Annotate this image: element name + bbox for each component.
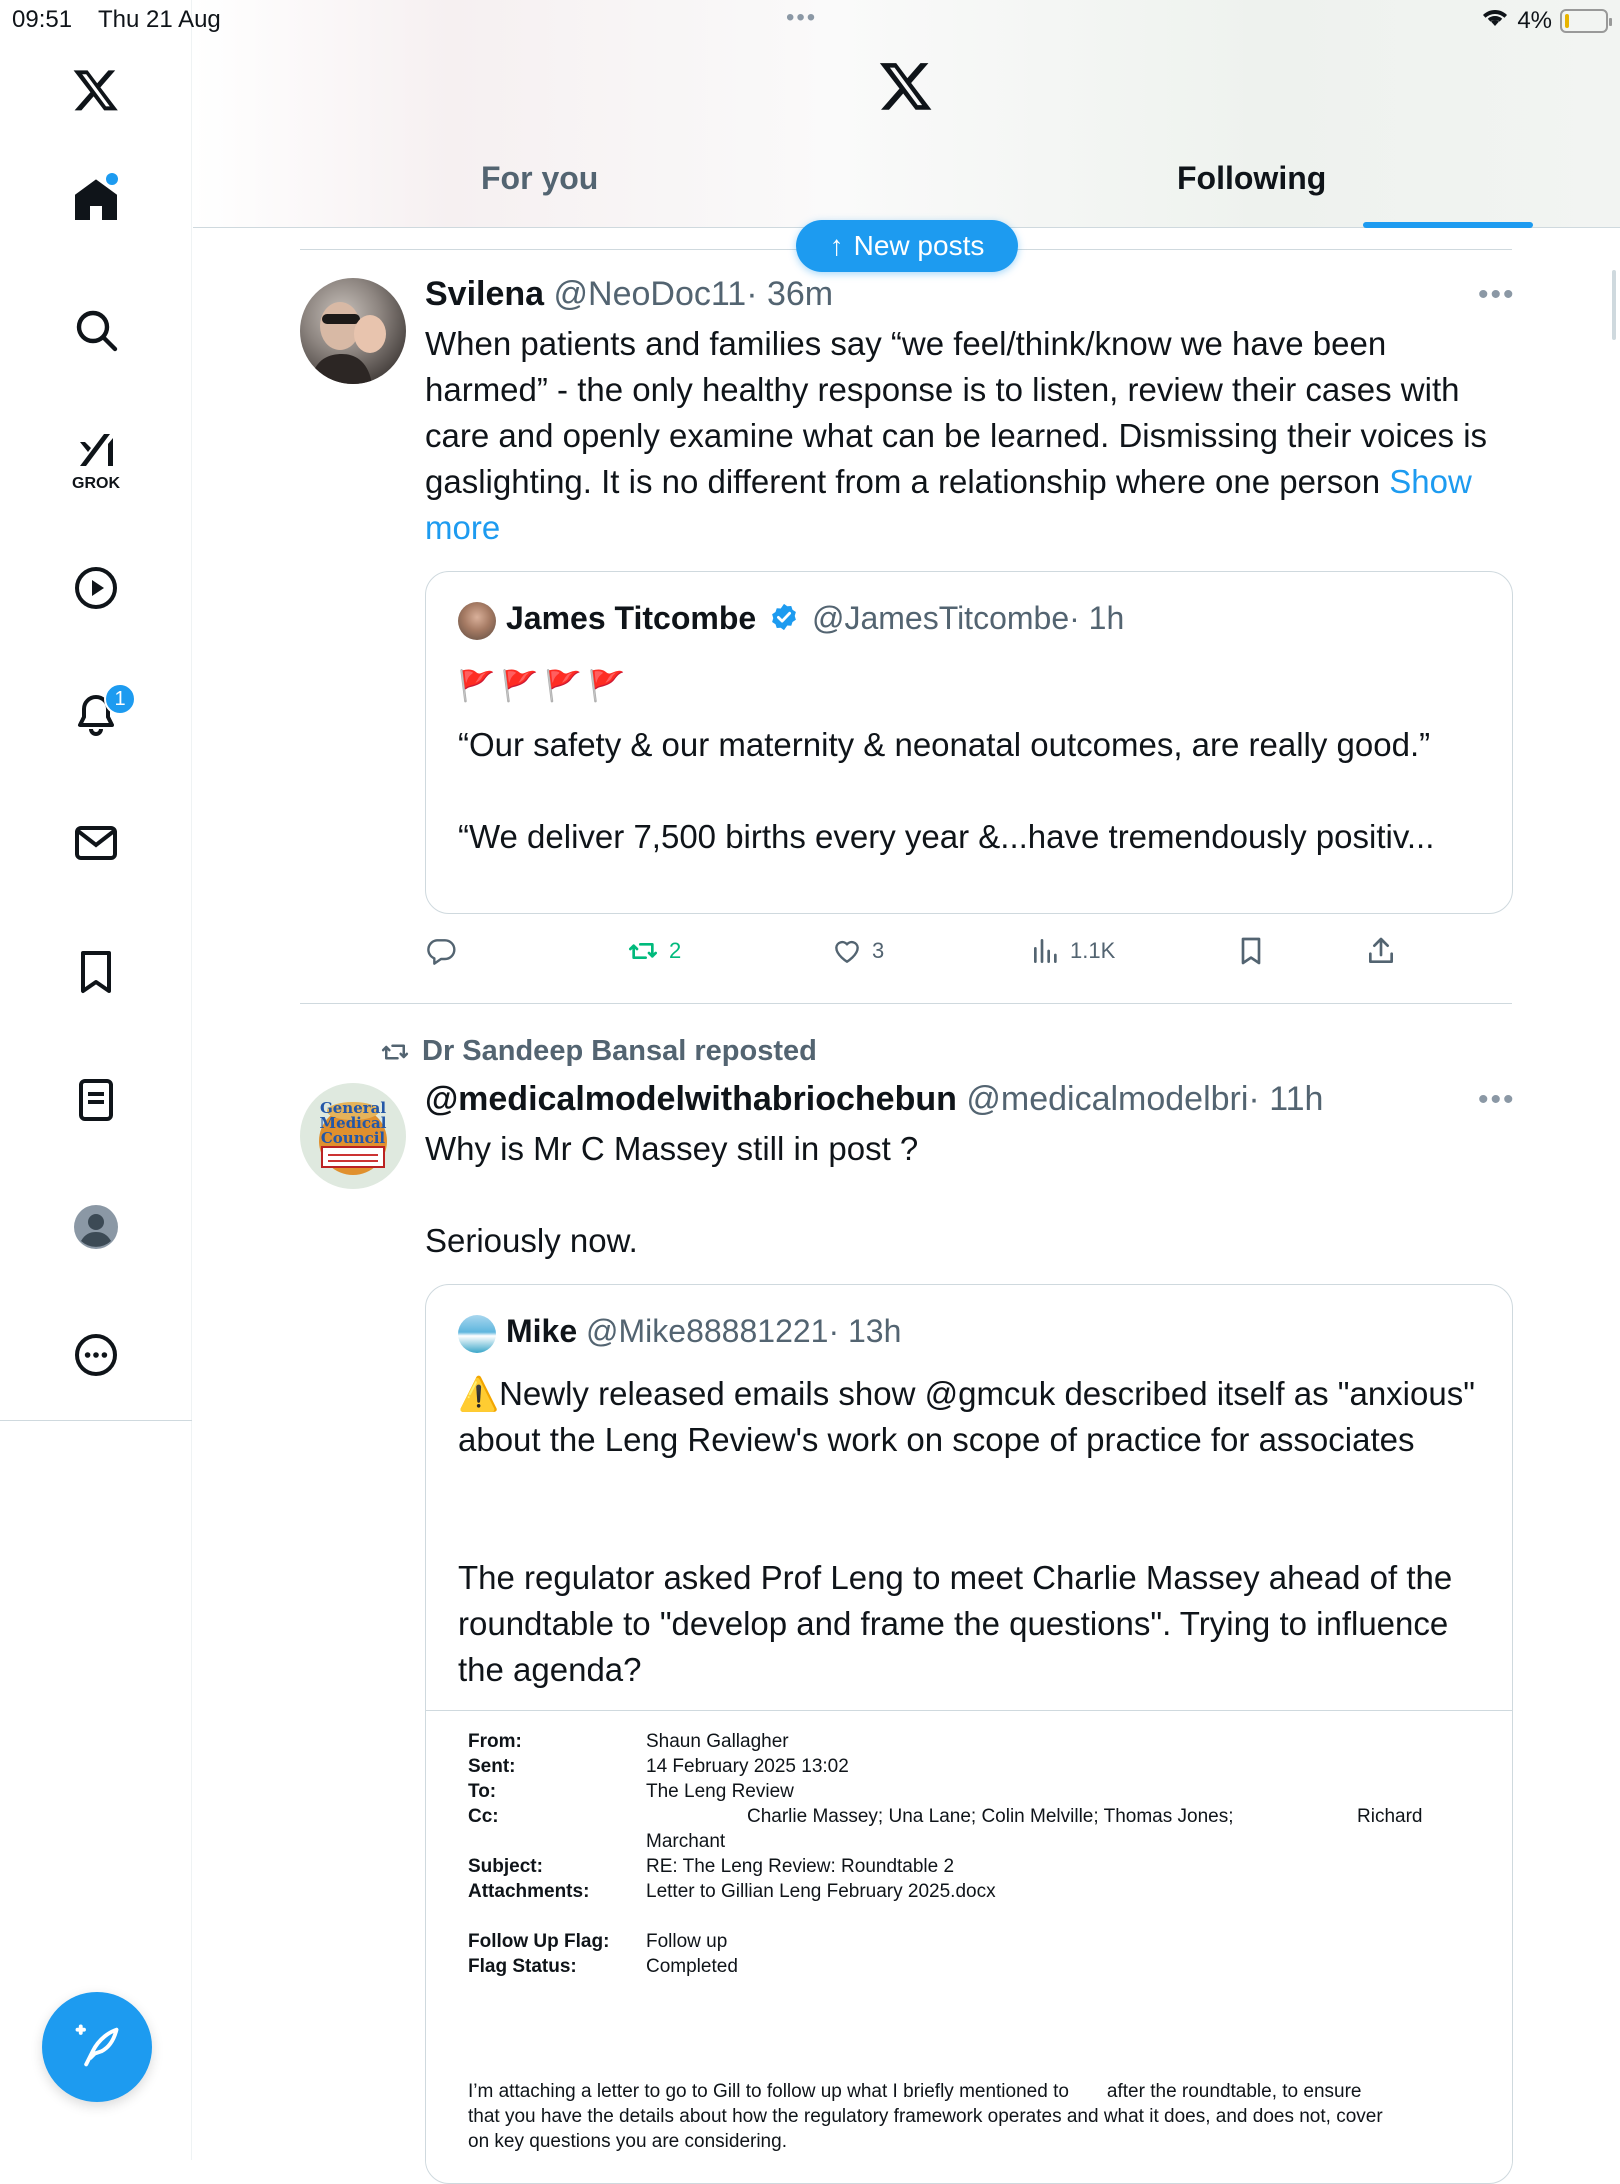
quote-line-2: “We deliver 7,500 births every year &...have tremendously positiv... — [458, 818, 1435, 855]
reply-button[interactable] — [425, 935, 465, 967]
tweet-text-content: When patients and families say “we feel/think/know we have been harmed” - the only healthy response is to listen, review their cases with care and openly examine what can be learned. Dismissing their voices is gaslighting. It is no different from a relationship where one person — [425, 325, 1488, 500]
email-subject-key: Subject: — [468, 1856, 543, 1877]
email-body-1a: I’m attaching a letter to go to Gill to follow up what I briefly mentioned to — [468, 2081, 1069, 2102]
tweet-divider — [300, 1003, 1512, 1004]
email-attachments-key: Attachments: — [468, 1881, 590, 1902]
profile-avatar-icon[interactable] — [56, 1187, 136, 1267]
status-right — [1481, 6, 1608, 35]
bookmarks-icon[interactable] — [56, 932, 136, 1012]
retweet-count: 2 — [669, 938, 682, 963]
multitasking-dots[interactable]: ••• — [786, 4, 818, 31]
new-posts-label: New posts — [853, 230, 985, 261]
reposted-by-label[interactable]: Dr Sandeep Bansal reposted — [422, 1035, 817, 1067]
verified-badge-icon — [769, 602, 799, 640]
email-cc-key: Cc: — [468, 1806, 499, 1827]
like-button[interactable] — [830, 935, 884, 967]
email-from-key: From: — [468, 1731, 522, 1752]
email-cc-value-2: Richard — [1357, 1806, 1423, 1827]
more-icon[interactable]: ••• — [1478, 278, 1516, 311]
quote-time: · 13h — [828, 1313, 902, 1349]
email-subject-value: RE: The Leng Review: Roundtable 2 — [646, 1856, 955, 1877]
quote-header — [506, 600, 1124, 640]
email-body-line-1 — [468, 2079, 1361, 2104]
quote-author-name: James Titcombe — [506, 600, 757, 636]
wifi-icon — [1481, 6, 1509, 35]
email-body-1b: after the roundtable, to ensure — [1106, 2081, 1362, 2102]
quote-paragraph-2: The regulator asked Prof Leng to meet Charlie Massey ahead of the roundtable to "develop and frame the questions". Trying to influence the agenda? — [458, 1559, 1453, 1688]
email-from-value: Shaun Gallagher — [646, 1731, 789, 1752]
quote-author-handle: @Mike88881221 — [586, 1313, 829, 1349]
views-icon — [1030, 935, 1062, 967]
bookmark-button[interactable] — [1235, 935, 1267, 967]
email-cc-value-3: Marchant — [646, 1831, 726, 1852]
quoted-tweet[interactable] — [425, 1284, 1513, 2184]
email-sent-value: 14 February 2025 13:02 — [646, 1756, 849, 1777]
views-button[interactable] — [1030, 935, 1115, 967]
quote-author-name: Mike — [506, 1313, 578, 1349]
email-cc-value: Charlie Massey; Una Lane; Colin Melville; Thomas Jones; — [747, 1806, 1234, 1827]
quote-time: · 1h — [1069, 600, 1125, 636]
battery-percent: 4% — [1517, 6, 1552, 34]
tweet-actions — [425, 935, 1425, 975]
reply-icon — [425, 935, 457, 967]
video-icon[interactable] — [56, 548, 136, 628]
quoted-tweet[interactable] — [425, 571, 1513, 914]
status-date: Thu 21 Aug — [98, 6, 221, 33]
quote-line-1: “Our safety & our maternity & neonatal outcomes, are really good.” — [458, 726, 1431, 763]
compose-button[interactable] — [42, 1992, 152, 2102]
show-more-link[interactable]: Show more — [425, 463, 1472, 546]
new-posts-button[interactable] — [796, 220, 1018, 272]
quote-flags: 🚩🚩🚩🚩 — [458, 670, 632, 703]
search-icon[interactable] — [56, 290, 136, 370]
home-icon[interactable] — [56, 160, 136, 240]
email-status-value: Completed — [646, 1956, 738, 1977]
grok-label: GROK — [72, 475, 120, 492]
email-flag-value: Follow up — [646, 1931, 728, 1952]
arrow-up-icon: ↑ — [829, 230, 844, 261]
compose-feather-icon — [71, 2021, 123, 2073]
avatar-gmc-text: General Medical Council — [319, 1099, 387, 1147]
email-sent-key: Sent: — [468, 1756, 516, 1777]
tweet-text-line-2: Seriously now. — [425, 1222, 638, 1259]
x-logo-icon[interactable] — [56, 50, 136, 130]
more-options-icon[interactable] — [56, 1315, 136, 1395]
author-name[interactable]: Svilena — [425, 275, 545, 313]
repost-icon — [378, 1037, 412, 1067]
author-name[interactable]: @medicalmodelwithabriochebun — [425, 1080, 957, 1118]
email-flag-key: Follow Up Flag: — [468, 1931, 610, 1952]
quote-author-handle: @JamesTitcombe — [811, 600, 1070, 636]
email-body-line-3: on key questions you are considering. — [468, 2131, 787, 2152]
battery-icon — [1560, 9, 1608, 33]
repost-context — [378, 1035, 817, 1068]
author-handle[interactable]: @medicalmodelbri — [966, 1080, 1249, 1118]
views-count: 1.1K — [1070, 938, 1116, 963]
notifications-badge: 1 — [104, 683, 136, 715]
quote-paragraph-1: ⚠️Newly released emails show @gmcuk described itself as "anxious" about the Leng Review's work on scope of practice for associates — [458, 1375, 1475, 1458]
email-attachments-value: Letter to Gillian Leng February 2025.docx — [646, 1881, 996, 1902]
email-body-line-2: that you have the details about how the regulatory framework operates and what it does, and does not, cover — [468, 2106, 1383, 2127]
share-icon — [1365, 935, 1397, 967]
tweet-text — [425, 321, 1515, 551]
quote-avatar — [458, 602, 496, 640]
lists-icon[interactable] — [56, 1060, 136, 1140]
heart-icon — [830, 935, 864, 967]
tweet-header — [425, 275, 833, 314]
tweet-text-line-1: Why is Mr C Massey still in post ? — [425, 1130, 919, 1167]
more-icon[interactable]: ••• — [1478, 1083, 1516, 1116]
email-status-key: Flag Status: — [468, 1956, 577, 1977]
avatar[interactable] — [300, 1083, 406, 1189]
active-tab-indicator — [1363, 222, 1533, 228]
author-handle[interactable]: @NeoDoc11 — [553, 275, 747, 313]
quote-header — [506, 1313, 901, 1350]
header-x-logo-icon — [878, 58, 934, 124]
sidebar — [0, 0, 192, 2160]
like-count: 3 — [872, 938, 885, 963]
retweet-icon — [625, 935, 661, 967]
email-to-key: To: — [468, 1781, 497, 1802]
tweet-time: · 36m — [746, 275, 834, 313]
messages-icon[interactable] — [56, 803, 136, 883]
quote-avatar — [458, 1315, 496, 1353]
status-time: 09:51 — [12, 6, 73, 33]
retweet-button[interactable] — [625, 935, 681, 967]
avatar[interactable] — [300, 278, 406, 384]
share-button[interactable] — [1365, 935, 1397, 967]
tweet-time: · 11h — [1248, 1080, 1324, 1118]
status-bar — [0, 0, 1620, 40]
bookmark-icon — [1235, 935, 1267, 967]
tab-for-you[interactable]: For you — [481, 160, 599, 196]
tweet-header — [425, 1080, 1323, 1119]
email-screenshot-image[interactable] — [426, 1710, 1513, 2170]
home-unread-dot — [106, 173, 118, 185]
email-to-value: The Leng Review — [646, 1781, 794, 1802]
sidebar-divider — [0, 1420, 192, 1421]
scrollbar[interactable] — [1612, 270, 1616, 340]
tab-following[interactable]: Following — [1177, 160, 1327, 196]
